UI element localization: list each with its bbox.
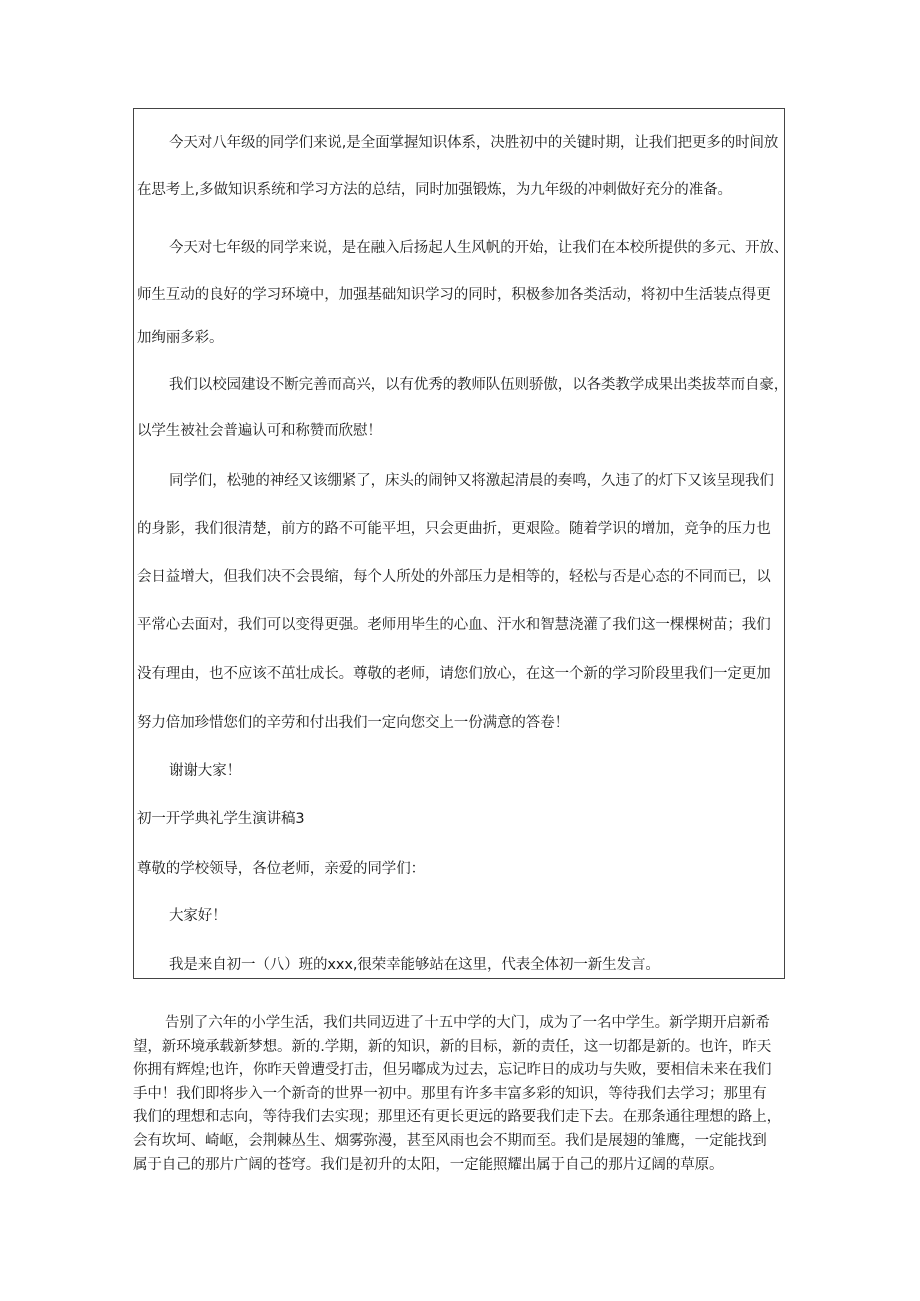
- paragraph-line: 师生互动的良好的学习环境中，加强基础知识学习的同时，积极参加各类活动，将初中生活装点得更: [137, 287, 771, 303]
- paragraph-line: 告别了六年的小学生活，我们共同迈进了十五中学的大门，成为了一名中学生。新学期开启新希: [165, 1015, 770, 1031]
- paragraph-line: 属于自己的那片广阔的苍穹。我们是初升的太阳，一定能照耀出属于自己的那片辽阔的草原。: [133, 1156, 724, 1173]
- paragraph-line: 今天对八年级的同学们来说,是全面掌握知识体系，决胜初中的关键时期，让我们把更多的时间放: [169, 135, 779, 151]
- paragraph-line: 在思考上,多做知识系统和学习方法的总结，同时加强锻炼，为九年级的冲刺做好充分的准备。: [137, 182, 732, 198]
- salutation: 尊敬的学校领导，各位老师，亲爱的同学们：: [137, 861, 425, 877]
- paragraph-line: 望，新环境承载新梦想。新的.学期，新的知识，新的目标，新的责任，这一切都是新的。也许，昨天: [133, 1038, 772, 1055]
- paragraph-line: 会有坎坷、崎岖，会荆棘丛生、烟雾弥漫，甚至风雨也会不期而至。我们是展翅的雏鹰，一定能找到: [133, 1132, 767, 1149]
- paragraph-line: 同学们，松驰的神经又该绷紧了，床头的闹钟又将激起清晨的奏鸣，久违了的灯下又该呈现我们: [169, 473, 774, 489]
- section-title: 初一开学典礼学生演讲稿3: [137, 811, 305, 827]
- paragraph-line: 我是来自初一（八）班的xxx,很荣幸能够站在这里，代表全体初一新生发言。: [169, 957, 660, 973]
- paragraph-line: 我们以校园建设不断完善而高兴，以有优秀的教师队伍则骄傲，以各类教学成果出类拔萃而自豪，: [169, 377, 789, 393]
- paragraph-line: 今天对七年级的同学来说，是在融入后扬起人生风帆的开始，让我们在本校所提供的多元、开放、: [169, 240, 789, 256]
- closing-thanks: 谢谢大家！: [169, 763, 241, 779]
- bordered-text-box: [133, 108, 789, 979]
- paragraph-line: 以学生被社会普遍认可和称赞而欣慰！: [137, 423, 382, 439]
- paragraph-line: 加绚丽多彩。: [137, 330, 224, 346]
- paragraph-line: 手中！我们即将步入一个新奇的世界一初中。那里有许多丰富多彩的知识，等待我们去学习；那里有: [133, 1085, 767, 1102]
- paragraph-line: 没有理由，也不应该不茁壮成长。尊敬的老师，请您们放心，在这一个新的学习阶段里我们一定更加: [137, 666, 771, 682]
- closing-paragraph: [133, 1012, 785, 1177]
- paragraph-line: 你拥有辉煌;也许，你昨天曾遭受打击，但另嘟成为过去，忘记昨日的成功与失败，要相信未来在我们: [133, 1062, 772, 1079]
- paragraph-line: 我们的理想和志向，等待我们去实现；那里还有更长更远的路要我们走下去。在那条通往理想的路上，: [133, 1109, 781, 1126]
- paragraph-line: 平常心去面对，我们可以变得更强。老师用毕生的心血、汗水和智慧浇灌了我们这一棵棵树苗；我们: [137, 617, 771, 633]
- paragraph-line: 的身影，我们很清楚，前方的路不可能平坦，只会更曲折，更艰险。随着学识的增加，竞争的压力也: [137, 521, 771, 537]
- paragraph-line: 努力倍加珍惜您们的辛劳和付出我们一定向您交上一份满意的答卷！: [137, 715, 569, 731]
- greeting: 大家好！: [169, 908, 227, 924]
- paragraph-line: 会日益增大，但我们决不会畏缩，每个人所处的外部压力是相等的，轻松与否是心态的不同而已，以: [137, 569, 771, 585]
